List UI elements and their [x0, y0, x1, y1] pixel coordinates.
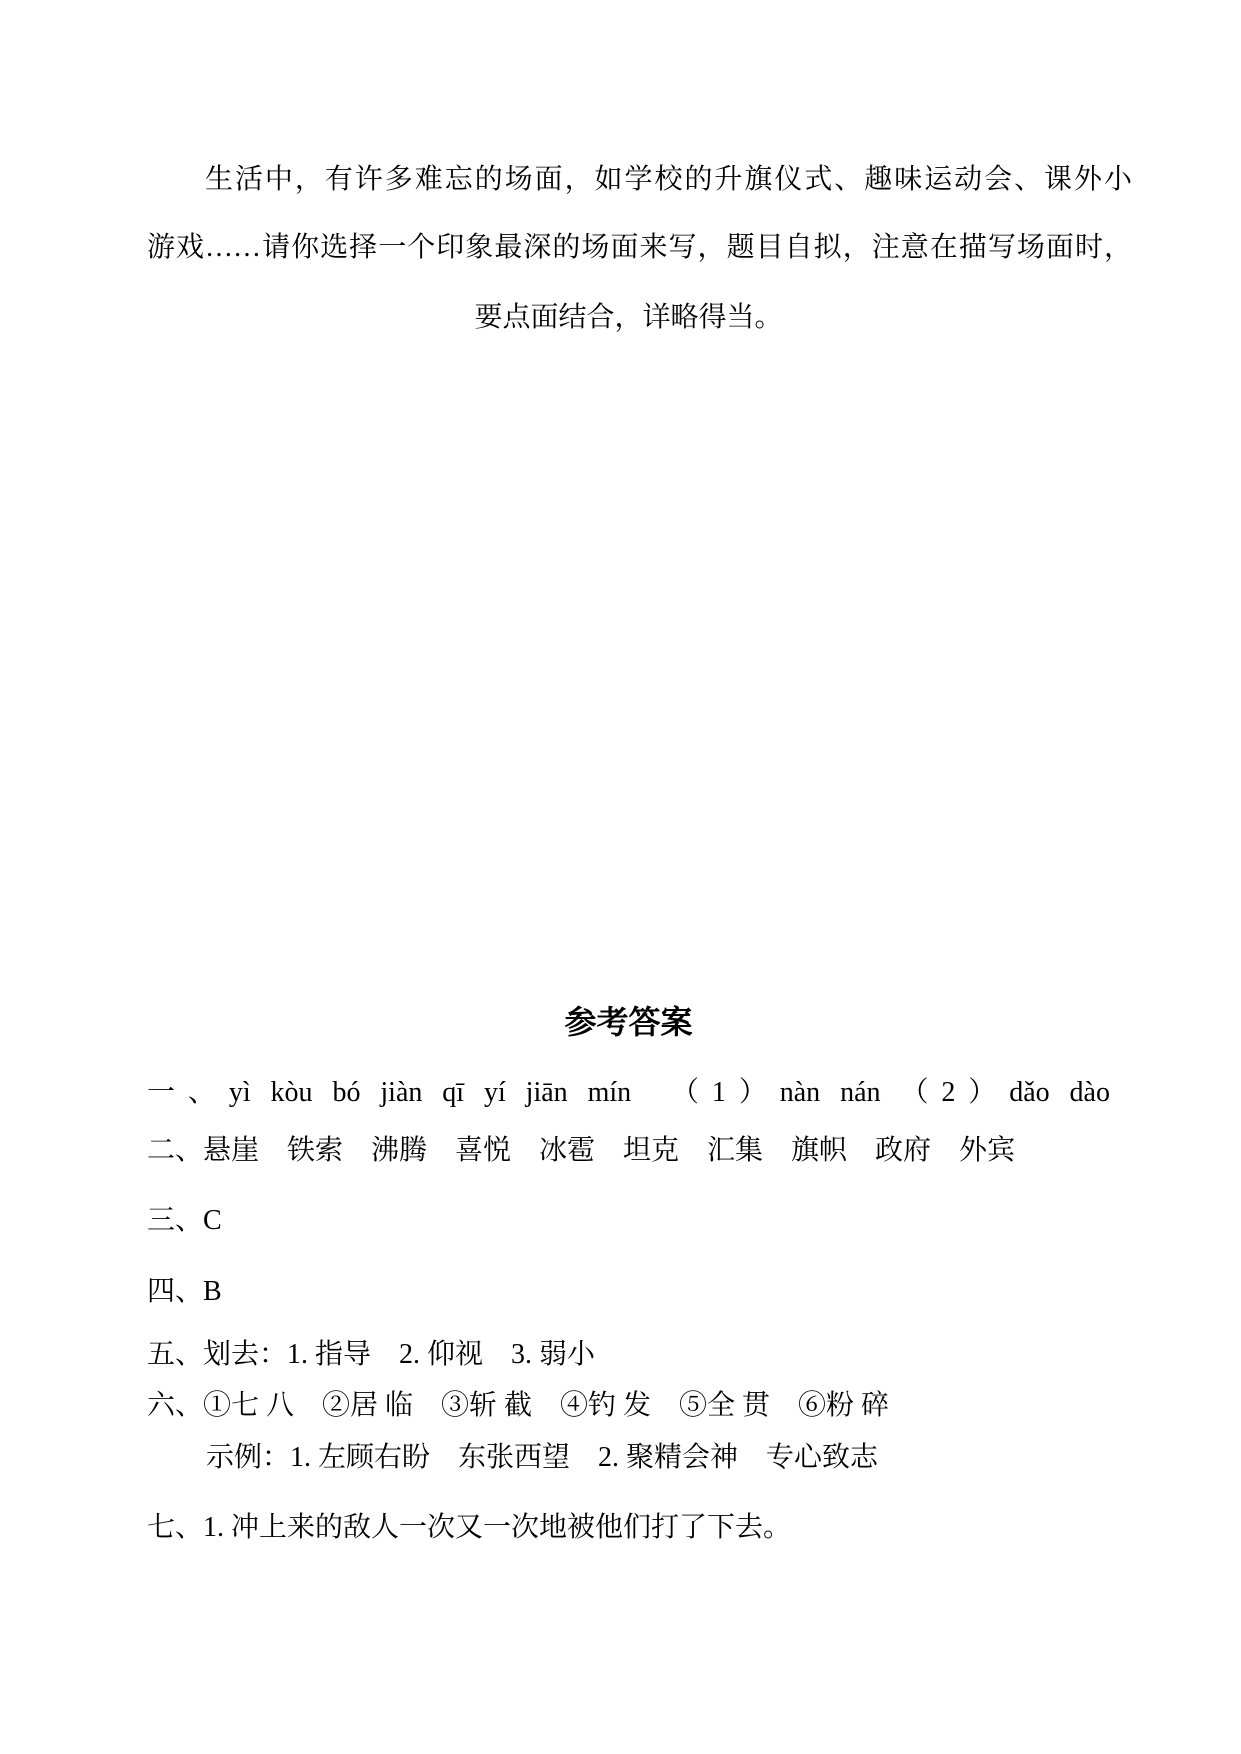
answer-line-4-choice: 四、B: [147, 1276, 222, 1307]
answer-line-5-cross-out: 五、划去：1. 指导 2. 仰视 3. 弱小: [147, 1339, 596, 1370]
answer-line-7-sentence: 七、1. 冲上来的敌人一次又一次地被他们打了下去。: [147, 1512, 792, 1543]
answer-line-2-words: 二、悬崖 铁索 沸腾 喜悦 冰雹 坦克 汇集 旗帜 政府 外宾: [147, 1135, 1016, 1166]
writing-prompt-line-1: 生活中，有许多难忘的场面，如学校的升旗仪式、趣味运动会、课外小: [205, 164, 1132, 195]
answer-line-3-choice: 三、C: [147, 1205, 222, 1236]
answer-line-1-pinyin: 一、yì kòu bó jiàn qī yí jiān mín （1）nàn nán （2）dǎo dào: [147, 1077, 1110, 1108]
answer-line-6-idioms: 六、①七 八 ②居 临 ③斩 截 ④钓 发 ⑤全 贯 ⑥粉 碎: [147, 1390, 890, 1421]
writing-prompt-line-2: 游戏……请你选择一个印象最深的场面来写，题目自拟，注意在描写场面时，: [147, 232, 1132, 263]
writing-prompt-line-3: 要点面结合，详略得当。: [474, 302, 783, 333]
answer-line-6-examples: 示例：1. 左顾右盼 东张西望 2. 聚精会神 专心致志: [206, 1442, 879, 1473]
answer-key-heading: 参考答案: [564, 1003, 693, 1041]
